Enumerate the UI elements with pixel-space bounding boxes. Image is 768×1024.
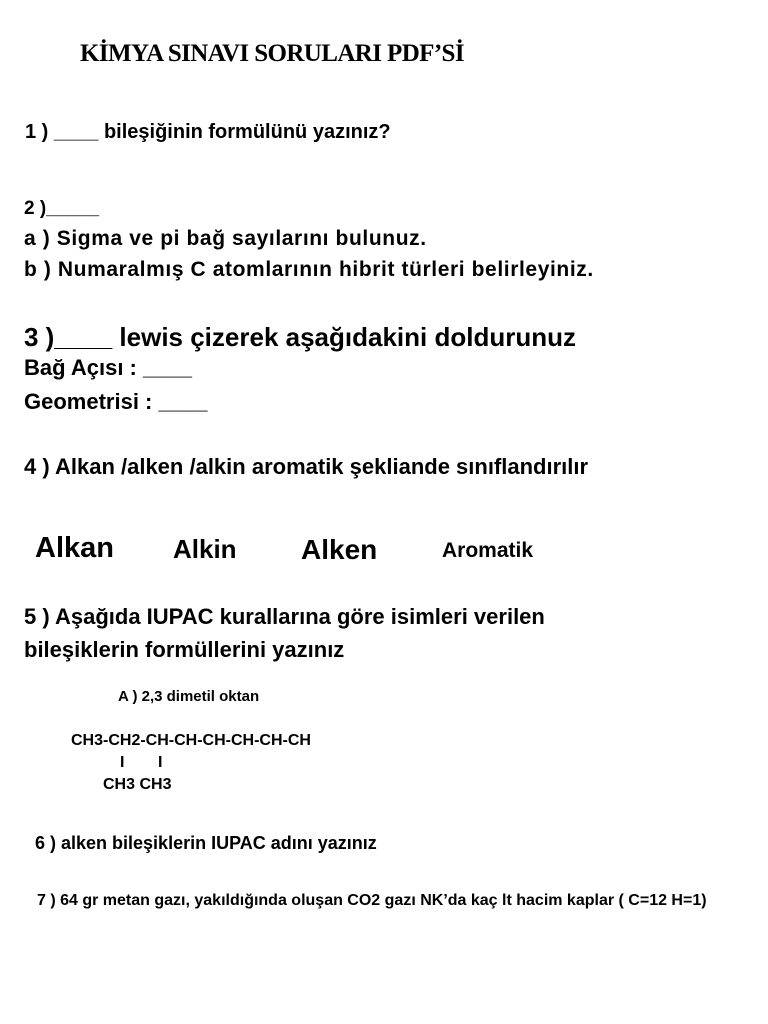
question-7: 7 ) 64 gr metan gazı, yakıldığında oluşan CO2 gazı NK’da kaç lt hacim kaplar ( C=12 H=1) <box>37 892 707 909</box>
methyl-substituents: CH3 CH3 <box>103 776 172 793</box>
category-alkan: Alkan <box>35 532 114 564</box>
question-5-line-2: bileşiklerin formüllerini yazınız <box>24 637 345 662</box>
category-aromatik: Aromatik <box>442 539 534 562</box>
question-1: 1 ) ____ bileşiğinin formülünü yazınız? <box>25 121 391 143</box>
question-5-line-1: 5 ) Aşağıda IUPAC kurallarına göre isimleri verilen <box>24 604 545 629</box>
bond-line: I <box>120 754 125 771</box>
question-2-part-a: a ) Sigma ve pi bağ sayılarını bulunuz. <box>24 227 427 250</box>
question-2-part-b: b ) Numaralmış C atomlarının hibrit türleri belirleyiniz. <box>24 258 594 281</box>
carbon-chain-formula: CH3-CH2-CH-CH-CH-CH-CH-CH <box>71 732 311 749</box>
question-3-heading: 3 )____ lewis çizerek aşağıdakini doldurunuz <box>24 322 576 352</box>
bond-angle-field: Bağ Açısı : ____ <box>24 355 192 380</box>
question-5-item-a: A ) 2,3 dimetil oktan <box>118 688 260 705</box>
bond-line: I <box>158 754 163 771</box>
category-alkin: Alkin <box>173 534 237 564</box>
question-6: 6 ) alken bileşiklerin IUPAC adını yazınız <box>35 833 377 853</box>
question-4-heading: 4 ) Alkan /alken /alkin aromatik şekliande sınıflandırılır <box>24 454 589 479</box>
question-2-heading: 2 )_____ <box>24 198 100 219</box>
geometry-field: Geometrisi : ____ <box>24 389 208 414</box>
category-alken: Alken <box>301 534 378 565</box>
page-title: KİMYA SINAVI SORULARI PDF’Sİ <box>80 40 464 67</box>
